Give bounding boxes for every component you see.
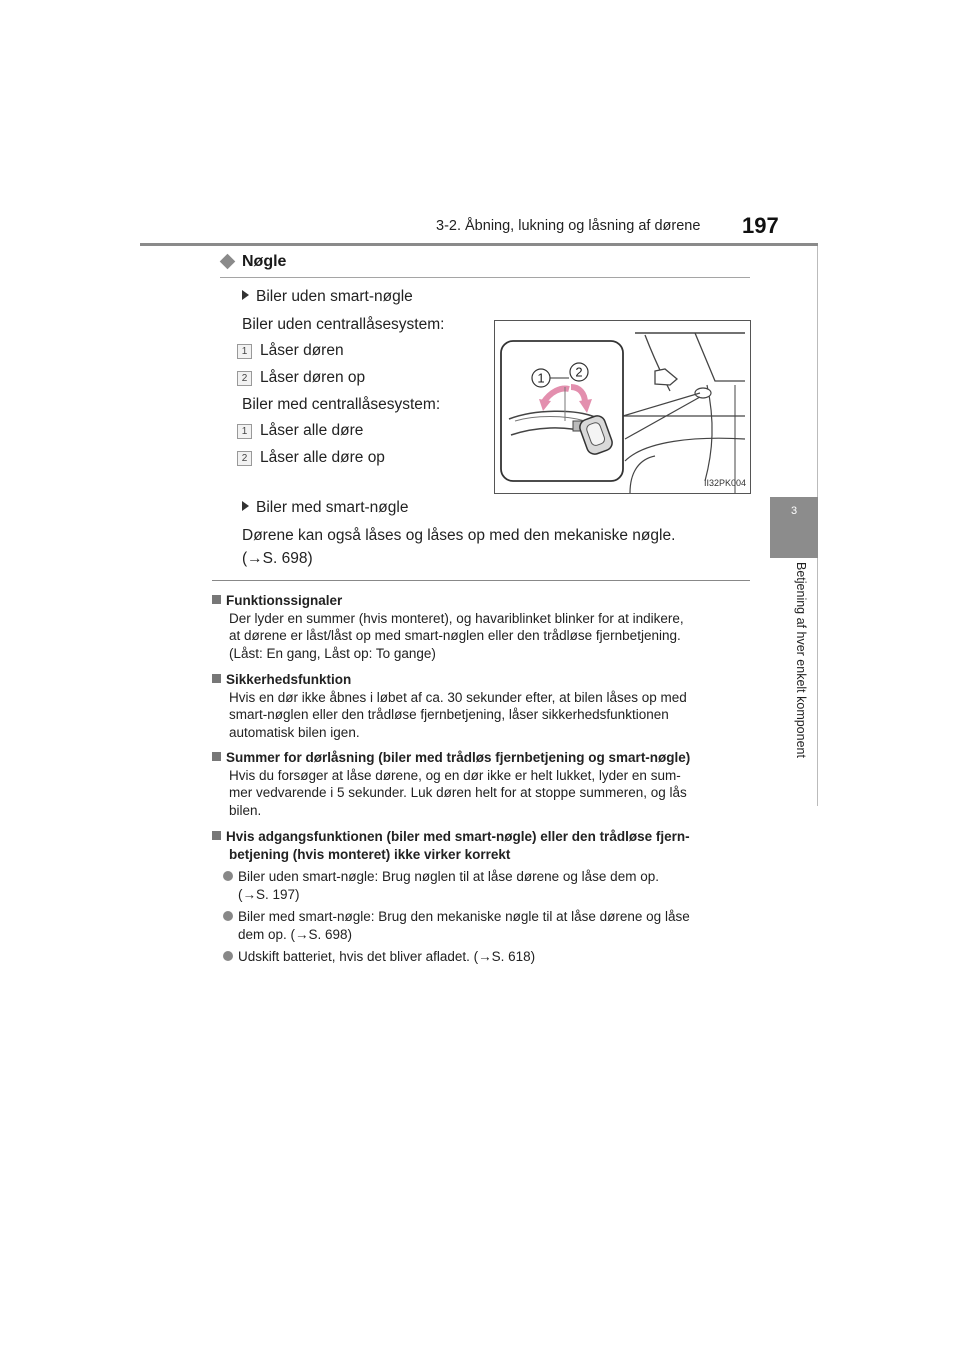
- note-funktionssignaler: [212, 592, 750, 662]
- subsection-label: Biler uden smart-nøgle: [256, 288, 413, 305]
- note-line: Der lyder en summer (hvis monteret), og havariblinket blinker for at indikere,: [229, 610, 684, 626]
- subsection-label: Biler med smart-nøgle: [256, 499, 409, 516]
- bullet-dot-icon: [223, 871, 233, 881]
- bullet-item: [212, 908, 750, 943]
- bullet-line: dem op. (→S. 698): [238, 926, 353, 942]
- bullet-line: Udskift batteriet, hvis det bliver afladet. (→S. 618): [238, 949, 536, 964]
- door-key-illustration: [494, 320, 751, 494]
- note-title-line: Hvis adgangsfunktionen (biler med smart-nøgle) eller den trådløse fjern-: [226, 829, 690, 844]
- bullet-line: Biler med smart-nøgle: Brug den mekaniske nøgle til at låse dørene og låse: [238, 909, 690, 924]
- bullet-dot-icon: [223, 951, 233, 961]
- note-sikkerhedsfunktion: [212, 671, 750, 741]
- chapter-tab-label: Betjening af hver enkelt komponent: [794, 562, 808, 758]
- diamond-icon: [220, 254, 236, 270]
- bullet-item: [212, 948, 750, 966]
- central-label: Biler med centrallåsesystem:: [242, 396, 441, 413]
- note-line: (Låst: En gang, Låst op: To gange): [229, 645, 436, 661]
- subsection-no-smart-key: [242, 288, 413, 306]
- square-bullet-icon: [212, 674, 221, 683]
- chapter-title: 3-2. Åbning, lukning og låsning af dørene: [436, 218, 701, 234]
- subsection-smart-key: [242, 499, 408, 517]
- figure-code: II32PK004: [704, 478, 747, 488]
- bullet-dot-icon: [223, 911, 233, 921]
- smart-key-ref: (→S. 698): [242, 550, 313, 567]
- no-central-label: Biler uden centrallåsesystem:: [242, 316, 445, 333]
- page-number: 197: [742, 213, 779, 238]
- no-central-step-2: Låser døren op: [260, 369, 366, 386]
- door-lock-drawing: [495, 321, 750, 493]
- chapter-tab-number: 3: [790, 505, 798, 517]
- triangle-icon: [242, 290, 249, 300]
- note-title: Summer for dørlåsning (biler med trådløs fjernbetjening og smart-nøgle): [226, 750, 691, 765]
- bullet-item: [212, 868, 750, 903]
- section-divider: [212, 580, 750, 581]
- step-marker-2: 2: [237, 371, 252, 386]
- note-line: bilen.: [229, 802, 262, 818]
- note-summer: [212, 749, 752, 819]
- callout-1: 1: [537, 370, 545, 386]
- note-line: at dørene er låst/låst op med smart-nøglen eller den trådløse fjernbetjening.: [229, 628, 681, 643]
- note-troubleshooting: [212, 828, 750, 966]
- step-marker-2: 2: [237, 451, 252, 466]
- note-line: smart-nøglen eller den trådløse fjernbetjening, låser sikkerhedsfunktionen: [229, 707, 669, 722]
- square-bullet-icon: [212, 595, 221, 604]
- square-bullet-icon: [212, 831, 221, 840]
- no-central-step-1: Låser døren: [260, 342, 344, 359]
- central-step-1: Låser alle døre: [260, 422, 364, 439]
- section-rule: [220, 277, 750, 278]
- note-line: automatisk bilen igen.: [229, 724, 360, 740]
- bullet-line: Biler uden smart-nøgle: Brug nøglen til at låse dørene og låse dem op.: [238, 869, 659, 884]
- step-marker-1: 1: [237, 424, 252, 439]
- note-line: Hvis du forsøger at låse dørene, og en dør ikke er helt lukket, lyder en sum-: [229, 767, 681, 783]
- step-marker-1: 1: [237, 344, 252, 359]
- smart-key-text: Dørene kan også låses og låses op med den mekaniske nøgle.: [242, 527, 676, 544]
- section-title: Nøgle: [242, 253, 287, 270]
- bullet-line: (→S. 197): [238, 886, 300, 902]
- callout-2: 2: [575, 364, 583, 380]
- note-title: Sikkerhedsfunktion: [226, 672, 352, 687]
- note-title-line: betjening (hvis monteret) ikke virker korrekt: [229, 846, 511, 862]
- header-rule: [140, 243, 818, 246]
- note-line: Hvis en dør ikke åbnes i løbet af ca. 30 sekunder efter, at bilen låses op med: [229, 689, 687, 705]
- triangle-icon: [242, 501, 249, 511]
- square-bullet-icon: [212, 752, 221, 761]
- central-step-2: Låser alle døre op: [260, 449, 385, 466]
- note-line: mer vedvarende i 5 sekunder. Luk døren helt for at stoppe summeren, og lås: [229, 785, 687, 800]
- note-title: Funktionssignaler: [226, 593, 343, 608]
